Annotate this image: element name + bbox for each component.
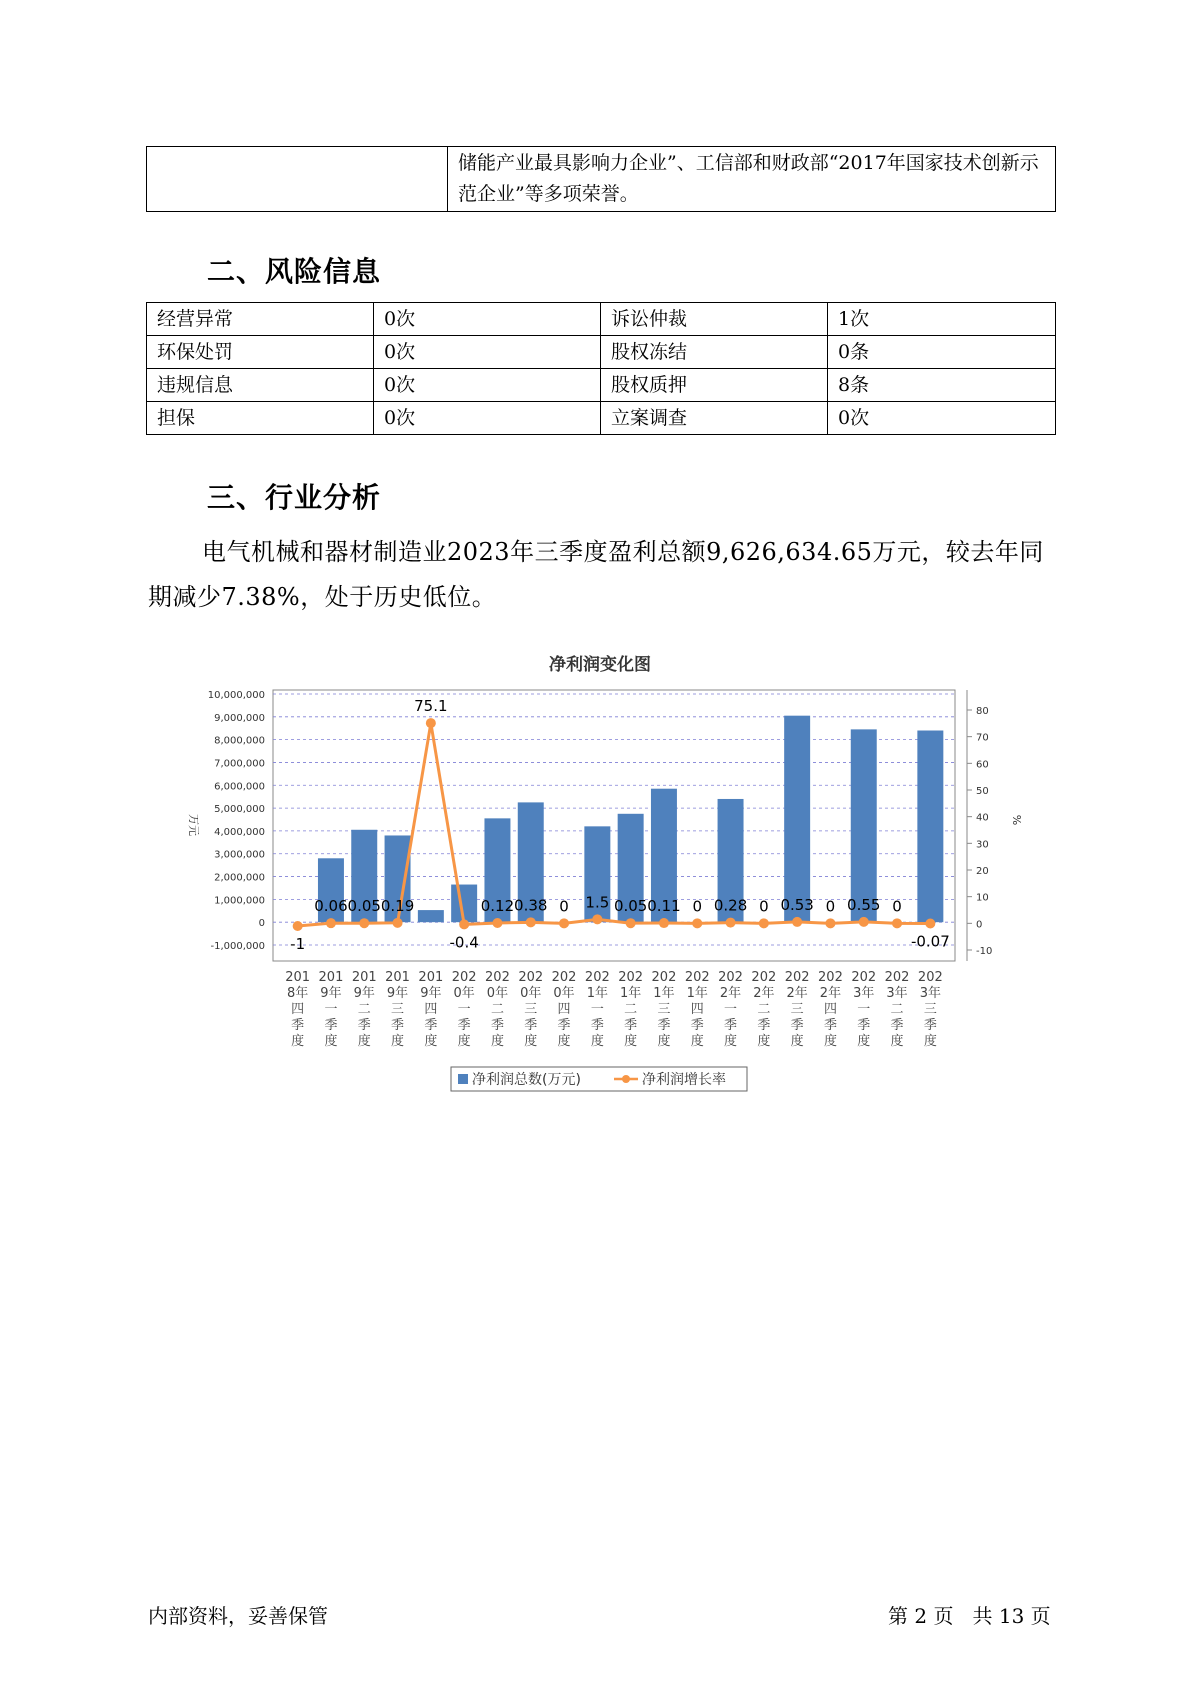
- x-tick-label: 201 9年四季度: [418, 970, 444, 1049]
- risk-table: [146, 302, 1056, 435]
- growth-rate-data-label: 0.11: [647, 897, 681, 916]
- growth-rate-data-label: 0: [559, 897, 569, 916]
- risk-value: 1次: [828, 303, 1056, 336]
- industry-paragraph: 电气机械和器材制造业2023年三季度盈利总额9,626,634.65万元，较去年同期减少7.38%，处于历史低位。: [148, 538, 1044, 611]
- risk-row: [147, 402, 1056, 435]
- bar: [784, 716, 810, 923]
- net-profit-chart: [0, 640, 1191, 1110]
- y-left-tick-label: 1,000,000: [214, 895, 265, 907]
- x-tick-label: 202 2年一季度: [718, 970, 743, 1049]
- x-tick-label: 201 9年三季度: [385, 970, 410, 1049]
- risk-label: 立案调查: [601, 402, 828, 435]
- x-tick-label: 202 1年三季度: [651, 970, 677, 1049]
- growth-rate-point: [659, 918, 669, 928]
- risk-value: 8条: [828, 369, 1056, 402]
- risk-value: 0次: [374, 303, 601, 336]
- growth-rate-data-label: -0.4: [449, 933, 479, 952]
- growth-rate-point: [726, 918, 736, 928]
- y-left-tick-label: 10,000,000: [207, 690, 265, 701]
- footer-left: 内部资料，妥善保管: [148, 1604, 328, 1628]
- y-left-tick-label: 4,000,000: [214, 826, 265, 838]
- bar: [418, 910, 444, 922]
- y-left-tick-label: 7,000,000: [214, 758, 265, 770]
- growth-rate-point: [459, 919, 469, 929]
- growth-rate-data-label: 0.05: [347, 897, 381, 916]
- y-left-axis-label: 万元: [187, 814, 200, 836]
- x-tick-label: 202 3年二季度: [884, 970, 910, 1049]
- risk-label: 违规信息: [147, 369, 374, 402]
- y-right-axis-label: %: [1010, 814, 1023, 826]
- growth-rate-point: [426, 718, 436, 728]
- x-tick-label: 202 0年四季度: [551, 970, 577, 1049]
- y-left-tick-label: 0: [258, 918, 265, 930]
- y-right-tick-label: 30: [976, 839, 989, 851]
- y-right-tick-label: 10: [976, 892, 989, 904]
- legend-bar-swatch: [458, 1074, 468, 1084]
- growth-rate-point: [925, 919, 935, 929]
- chart-title: 净利润变化图: [549, 655, 651, 675]
- risk-label: 担保: [147, 402, 374, 435]
- legend-bar-label: 净利润总数(万元): [472, 1072, 581, 1088]
- y-right-tick-label: -10: [976, 946, 993, 957]
- growth-rate-data-label: 75.1: [414, 697, 448, 716]
- industry-heading: 三、行业分析: [207, 481, 382, 514]
- growth-rate-point: [759, 918, 769, 928]
- y-right-tick-label: 20: [976, 866, 989, 877]
- growth-rate-data-label: 0: [825, 897, 836, 916]
- risk-row: [147, 303, 1056, 336]
- y-left-tick-label: -1,000,000: [210, 941, 265, 952]
- risk-value: 0次: [374, 402, 601, 435]
- y-right-tick-label: 50: [976, 786, 989, 797]
- chart-legend: [451, 1067, 747, 1091]
- x-tick-label: 202 0年一季度: [451, 970, 477, 1049]
- risk-label: 环保处罚: [147, 336, 374, 369]
- growth-rate-point: [559, 918, 569, 928]
- risk-value: 0次: [374, 336, 601, 369]
- risk-label: 股权冻结: [601, 336, 828, 369]
- x-tick-label: 202 2年二季度: [751, 970, 777, 1049]
- growth-rate-point: [526, 917, 536, 927]
- growth-rate-point: [393, 918, 403, 928]
- growth-rate-point: [692, 918, 702, 928]
- footer-page-number: 第 2 页 共 13 页: [888, 1604, 1051, 1628]
- continuation-table: [146, 146, 1056, 212]
- growth-rate-data-label: -1: [290, 935, 306, 953]
- x-tick-label: 202 0年二季度: [485, 970, 510, 1049]
- growth-rate-data-label: 0.28: [713, 896, 748, 915]
- growth-rate-data-label: -0.07: [910, 932, 950, 951]
- risk-value: 0次: [828, 402, 1056, 435]
- risk-label: 诉讼仲裁: [601, 303, 828, 336]
- risk-row: [147, 369, 1056, 402]
- risk-value: 0条: [828, 336, 1056, 369]
- growth-rate-point: [359, 918, 369, 928]
- x-tick-label: 202 1年一季度: [584, 970, 610, 1049]
- y-right-tick-label: 60: [976, 759, 989, 771]
- growth-rate-data-label: 0: [892, 897, 902, 916]
- growth-rate-point: [792, 917, 802, 927]
- y-left-tick-label: 3,000,000: [214, 849, 265, 861]
- growth-rate-point: [326, 918, 336, 928]
- y-left-tick-label: 8,000,000: [214, 735, 265, 747]
- y-left-tick-label: 2,000,000: [214, 872, 265, 884]
- continuation-left-cell: [147, 147, 448, 212]
- legend-line-marker: [622, 1075, 630, 1083]
- growth-rate-data-label: 0.19: [380, 896, 415, 915]
- x-tick-label: 202 2年三季度: [784, 970, 810, 1049]
- growth-rate-data-label: 0.55: [847, 895, 881, 914]
- x-tick-label: 202 2年四季度: [818, 970, 843, 1049]
- growth-rate-data-label: 0.05: [613, 897, 648, 916]
- y-left-tick-label: 5,000,000: [214, 804, 265, 816]
- bar: [851, 729, 877, 922]
- growth-rate-point: [859, 917, 869, 927]
- growth-rate-point: [492, 918, 502, 928]
- risk-label: 股权质押: [601, 369, 828, 402]
- risk-heading: 二、风险信息: [207, 255, 382, 288]
- growth-rate-point: [626, 918, 636, 928]
- growth-rate-point: [592, 914, 602, 924]
- growth-rate-data-label: 0.53: [780, 895, 814, 914]
- x-tick-label: 202 3年三季度: [917, 970, 943, 1049]
- y-left-tick-label: 9,000,000: [214, 712, 265, 724]
- risk-label: 经营异常: [147, 303, 374, 336]
- x-tick-label: 202 0年三季度: [518, 970, 544, 1049]
- bar: [917, 731, 943, 923]
- growth-rate-point: [293, 921, 303, 931]
- growth-rate-data-label: 1.5: [585, 893, 610, 912]
- risk-row: [147, 336, 1056, 369]
- y-right-tick-label: 80: [976, 706, 989, 717]
- growth-rate-data-label: 0: [759, 897, 769, 916]
- risk-value: 0次: [374, 369, 601, 402]
- growth-rate-point: [825, 918, 835, 928]
- y-right-tick-label: 40: [976, 812, 989, 824]
- continuation-text: 储能产业最具影响力企业”、工信部和财政部“2017年国家技术创新示范企业”等多项荣誉。: [448, 147, 1056, 212]
- growth-rate-point: [892, 918, 902, 928]
- x-tick-label: 201 9年二季度: [351, 970, 377, 1049]
- growth-rate-data-label: 0.06: [314, 897, 348, 916]
- x-tick-label: 201 9年一季度: [318, 970, 344, 1049]
- legend-line-label: 净利润增长率: [642, 1072, 726, 1088]
- y-left-tick-label: 6,000,000: [214, 781, 265, 793]
- growth-rate-data-label: 0.12: [480, 897, 515, 916]
- x-tick-label: 202 1年四季度: [684, 970, 710, 1049]
- x-tick-label: 202 1年二季度: [618, 970, 644, 1049]
- y-right-tick-label: 70: [976, 732, 989, 744]
- growth-rate-data-label: 0: [692, 897, 703, 916]
- growth-rate-data-label: 0.38: [514, 896, 548, 915]
- x-tick-label: 202 3年一季度: [851, 970, 877, 1049]
- y-right-tick-label: 0: [976, 919, 983, 931]
- x-tick-label: 201 8年四季度: [285, 970, 311, 1049]
